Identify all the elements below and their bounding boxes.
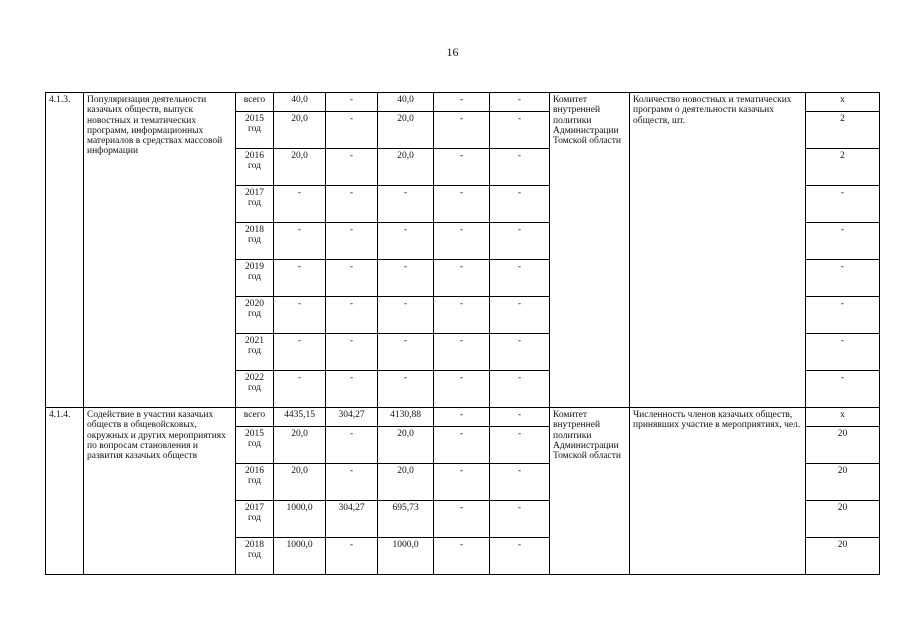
value-local: - [434,538,490,575]
value-extra: - [490,297,550,334]
value-local: - [434,223,490,260]
value-federal: - [326,297,378,334]
target-value: 20 [806,501,880,538]
value-local: - [434,297,490,334]
value-local: - [434,501,490,538]
indicator-cell: Численность членов казачьих обществ, принявших участие в мероприятиях, чел. [630,408,806,575]
value-regional: 4130,88 [378,408,434,427]
value-extra: - [490,186,550,223]
value-regional: 20,0 [378,112,434,149]
page-number: 16 [446,45,459,59]
section-title: Популяризация деятельности казачьих обществ, выпуск новостных и тематических программ, информационных материалов в средствах массовой информации [84,93,236,408]
value-federal: - [326,93,378,112]
value-local: - [434,112,490,149]
value-total: 1000,0 [274,538,326,575]
value-total: - [274,371,326,408]
target-value: x [806,93,880,112]
value-total: - [274,297,326,334]
section-number: 4.1.3. [46,93,84,408]
value-federal: - [326,260,378,297]
value-local: - [434,93,490,112]
value-local: - [434,334,490,371]
period-cell: 2020 год [236,297,274,334]
value-extra: - [490,538,550,575]
value-regional: 20,0 [378,149,434,186]
value-extra: - [490,149,550,186]
target-value: - [806,297,880,334]
table-row [46,408,880,427]
value-total: - [274,223,326,260]
target-value: 20 [806,427,880,464]
value-federal: - [326,186,378,223]
value-regional: - [378,297,434,334]
value-federal: 304,27 [326,501,378,538]
value-extra: - [490,464,550,501]
value-regional: 20,0 [378,464,434,501]
value-extra: - [490,427,550,464]
value-local: - [434,186,490,223]
value-local: - [434,260,490,297]
target-value: - [806,260,880,297]
value-extra: - [490,260,550,297]
period-cell: 2018 год [236,538,274,575]
executor-cell: Комитет внутренней политики Администрации Томской области [550,93,630,408]
target-value: 2 [806,149,880,186]
value-federal: - [326,223,378,260]
target-value: - [806,371,880,408]
value-regional: - [378,334,434,371]
value-total: 1000,0 [274,501,326,538]
value-regional: 40,0 [378,93,434,112]
target-value: x [806,408,880,427]
target-value: - [806,186,880,223]
period-cell: 2018 год [236,223,274,260]
value-total: 40,0 [274,93,326,112]
period-cell: 2019 год [236,260,274,297]
period-cell: 2017 год [236,186,274,223]
value-local: - [434,464,490,501]
table-row [46,93,880,112]
value-federal: 304,27 [326,408,378,427]
value-regional: 20,0 [378,427,434,464]
indicator-cell: Количество новостных и тематических программ о деятельности казачьих обществ, шт. [630,93,806,408]
target-value: 20 [806,538,880,575]
period-cell: 2022 год [236,371,274,408]
value-federal: - [326,464,378,501]
period-cell: всего [236,408,274,427]
period-cell: 2021 год [236,334,274,371]
value-extra: - [490,93,550,112]
target-value: - [806,223,880,260]
value-extra: - [490,334,550,371]
value-regional: 1000,0 [378,538,434,575]
period-cell: 2016 год [236,149,274,186]
value-federal: - [326,112,378,149]
value-regional: 695,73 [378,501,434,538]
period-cell: 2015 год [236,427,274,464]
value-federal: - [326,149,378,186]
value-total: 20,0 [274,149,326,186]
value-extra: - [490,501,550,538]
value-federal: - [326,538,378,575]
value-total: - [274,334,326,371]
value-extra: - [490,408,550,427]
value-federal: - [326,427,378,464]
value-total: 20,0 [274,464,326,501]
value-total: 20,0 [274,427,326,464]
value-extra: - [490,112,550,149]
section-title: Содействие в участии казачьих обществ в общевойсковых, окружных и других мероприятиях по вопросам становления и развития казачьих обществ [84,408,236,575]
value-total: - [274,186,326,223]
executor-cell: Комитет внутренней политики Администрации Томской области [550,408,630,575]
value-extra: - [490,223,550,260]
value-extra: - [490,371,550,408]
section-number: 4.1.4. [46,408,84,575]
target-value: - [806,334,880,371]
period-cell: 2015 год [236,112,274,149]
target-value: 20 [806,464,880,501]
value-regional: - [378,260,434,297]
value-total: - [274,260,326,297]
value-local: - [434,149,490,186]
value-regional: - [378,371,434,408]
value-total: 4435,15 [274,408,326,427]
period-cell: 2016 год [236,464,274,501]
value-regional: - [378,223,434,260]
value-local: - [434,408,490,427]
value-federal: - [326,334,378,371]
value-local: - [434,371,490,408]
period-cell: всего [236,93,274,112]
period-cell: 2017 год [236,501,274,538]
target-value: 2 [806,112,880,149]
value-federal: - [326,371,378,408]
value-total: 20,0 [274,112,326,149]
value-regional: - [378,186,434,223]
value-local: - [434,427,490,464]
program-table [45,92,880,575]
